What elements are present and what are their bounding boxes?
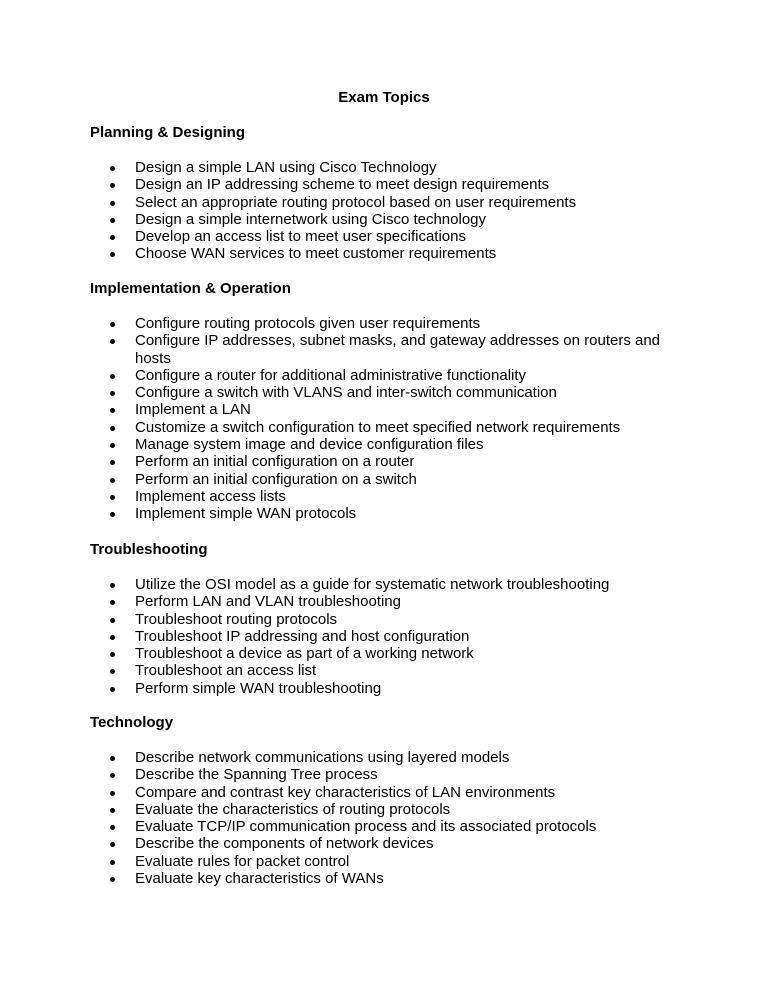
page-title: Exam Topics (338, 89, 430, 106)
list-item (90, 315, 675, 332)
bullet-icon (110, 860, 115, 865)
list-item-text: Compare and contrast key characteristics of LAN environments (135, 783, 556, 801)
bullet-icon (110, 495, 115, 500)
list-item (90, 853, 675, 870)
section-heading: Technology (90, 714, 174, 731)
list-item (90, 835, 675, 852)
bullet-icon (110, 791, 115, 796)
bullet-icon (110, 166, 115, 171)
bullet-icon (110, 583, 115, 588)
bullet-icon (110, 773, 115, 778)
list-item-text: Perform an initial configuration on a switch (135, 470, 417, 488)
list-item-text: Describe network communications using layered models (135, 749, 510, 766)
list-item-text: Choose WAN services to meet customer requirements (135, 245, 497, 263)
list-item (90, 662, 675, 679)
bullet-icon (110, 201, 115, 206)
section-technology (90, 714, 710, 887)
bullet-icon (110, 652, 115, 657)
list-item-text: Perform an initial configuration on a router (135, 453, 415, 471)
list-item (90, 401, 675, 418)
bullet-icon (110, 687, 115, 692)
list-item-text: Troubleshoot routing protocols (135, 610, 338, 628)
list-item-text: Develop an access list to meet user specifications (135, 228, 466, 246)
list-item-text: Evaluate TCP/IP communication process and its associated protocols (135, 818, 597, 836)
list-item-text: Design a simple LAN using Cisco Technology (135, 159, 437, 176)
list-item (90, 194, 675, 211)
bullet-icon (110, 512, 115, 517)
list-item-text: Implement access lists (135, 487, 286, 505)
bullet-icon (110, 235, 115, 240)
list-item-text: Describe the components of network devices (135, 835, 434, 853)
section-implementation-operation (90, 280, 710, 523)
list-item (90, 436, 675, 453)
bullet-icon (110, 183, 115, 188)
topic-list (90, 159, 710, 263)
list-item (90, 645, 675, 662)
bullet-icon (110, 600, 115, 605)
bullet-icon (110, 756, 115, 761)
section-heading: Planning & Designing (90, 124, 246, 141)
bullet-icon (110, 322, 115, 327)
list-item-text: Evaluate the characteristics of routing protocols (135, 800, 451, 818)
list-item-text: Troubleshoot IP addressing and host configuration (135, 627, 470, 645)
bullet-icon (110, 408, 115, 413)
list-item (90, 749, 675, 766)
list-item-text: Configure a switch with VLANS and inter-switch communication (135, 384, 557, 402)
topic-list (90, 576, 710, 697)
list-item (90, 453, 675, 470)
list-item-text: Troubleshoot an access list (135, 662, 317, 680)
list-item (90, 628, 675, 645)
list-item (90, 576, 675, 593)
list-item (90, 505, 675, 522)
list-item (90, 211, 675, 228)
list-item-text: Perform LAN and VLAN troubleshooting (135, 593, 401, 611)
section-heading: Implementation & Operation (90, 280, 291, 297)
list-item-text: Implement a LAN (135, 401, 251, 419)
list-item (90, 784, 675, 801)
topic-list (90, 749, 710, 887)
list-item (90, 801, 675, 818)
bullet-icon (110, 460, 115, 465)
list-item (90, 367, 675, 384)
list-item-text: Describe the Spanning Tree process (135, 766, 378, 784)
section-planning-designing (90, 124, 710, 263)
topic-list (90, 315, 710, 523)
list-item-text: Manage system image and device configuration files (135, 436, 484, 454)
bullet-icon (110, 374, 115, 379)
bullet-icon (110, 391, 115, 396)
bullet-icon (110, 618, 115, 623)
list-item (90, 384, 675, 401)
list-item-text: Evaluate rules for packet control (135, 852, 350, 870)
list-item (90, 488, 675, 505)
bullet-icon (110, 842, 115, 847)
list-item (90, 818, 675, 835)
list-item (90, 176, 675, 193)
list-item (90, 332, 675, 367)
list-item (90, 593, 675, 610)
list-item (90, 228, 675, 245)
list-item (90, 680, 675, 697)
list-item-text: Evaluate key characteristics of WANs (135, 870, 384, 888)
list-item-text: Utilize the OSI model as a guide for systematic network troubleshooting (135, 576, 610, 593)
bullet-icon (110, 825, 115, 830)
list-item-text: Configure routing protocols given user requirements (135, 315, 481, 332)
list-item (90, 159, 675, 176)
bullet-icon (110, 808, 115, 813)
list-item-text: Troubleshoot a device as part of a working network (135, 645, 474, 663)
list-item (90, 419, 675, 436)
list-item (90, 471, 675, 488)
bullet-icon (110, 669, 115, 674)
list-item-text: Design an IP addressing scheme to meet design requirements (135, 176, 550, 194)
list-item (90, 766, 675, 783)
bullet-icon (110, 252, 115, 257)
list-item-text: Design a simple internetwork using Cisco technology (135, 210, 487, 228)
list-item-text: Implement simple WAN protocols (135, 505, 357, 523)
list-item-text: Customize a switch configuration to meet specified network requirements (135, 418, 621, 436)
section-troubleshooting (90, 541, 710, 697)
bullet-icon (110, 635, 115, 640)
bullet-icon (110, 478, 115, 483)
bullet-icon (110, 218, 115, 223)
list-item-text: Select an appropriate routing protocol based on user requirements (135, 193, 577, 211)
list-item-text: Configure IP addresses, subnet masks, and gateway addresses on routers and hosts (135, 332, 661, 367)
list-item (90, 245, 675, 262)
list-item (90, 870, 675, 887)
list-item-text: Configure a router for additional administrative functionality (135, 366, 527, 384)
bullet-icon (110, 426, 115, 431)
list-item-text: Perform simple WAN troubleshooting (135, 679, 382, 697)
bullet-icon (110, 443, 115, 448)
list-item (90, 611, 675, 628)
bullet-icon (110, 877, 115, 882)
bullet-icon (110, 339, 115, 344)
section-heading: Troubleshooting (90, 541, 208, 558)
